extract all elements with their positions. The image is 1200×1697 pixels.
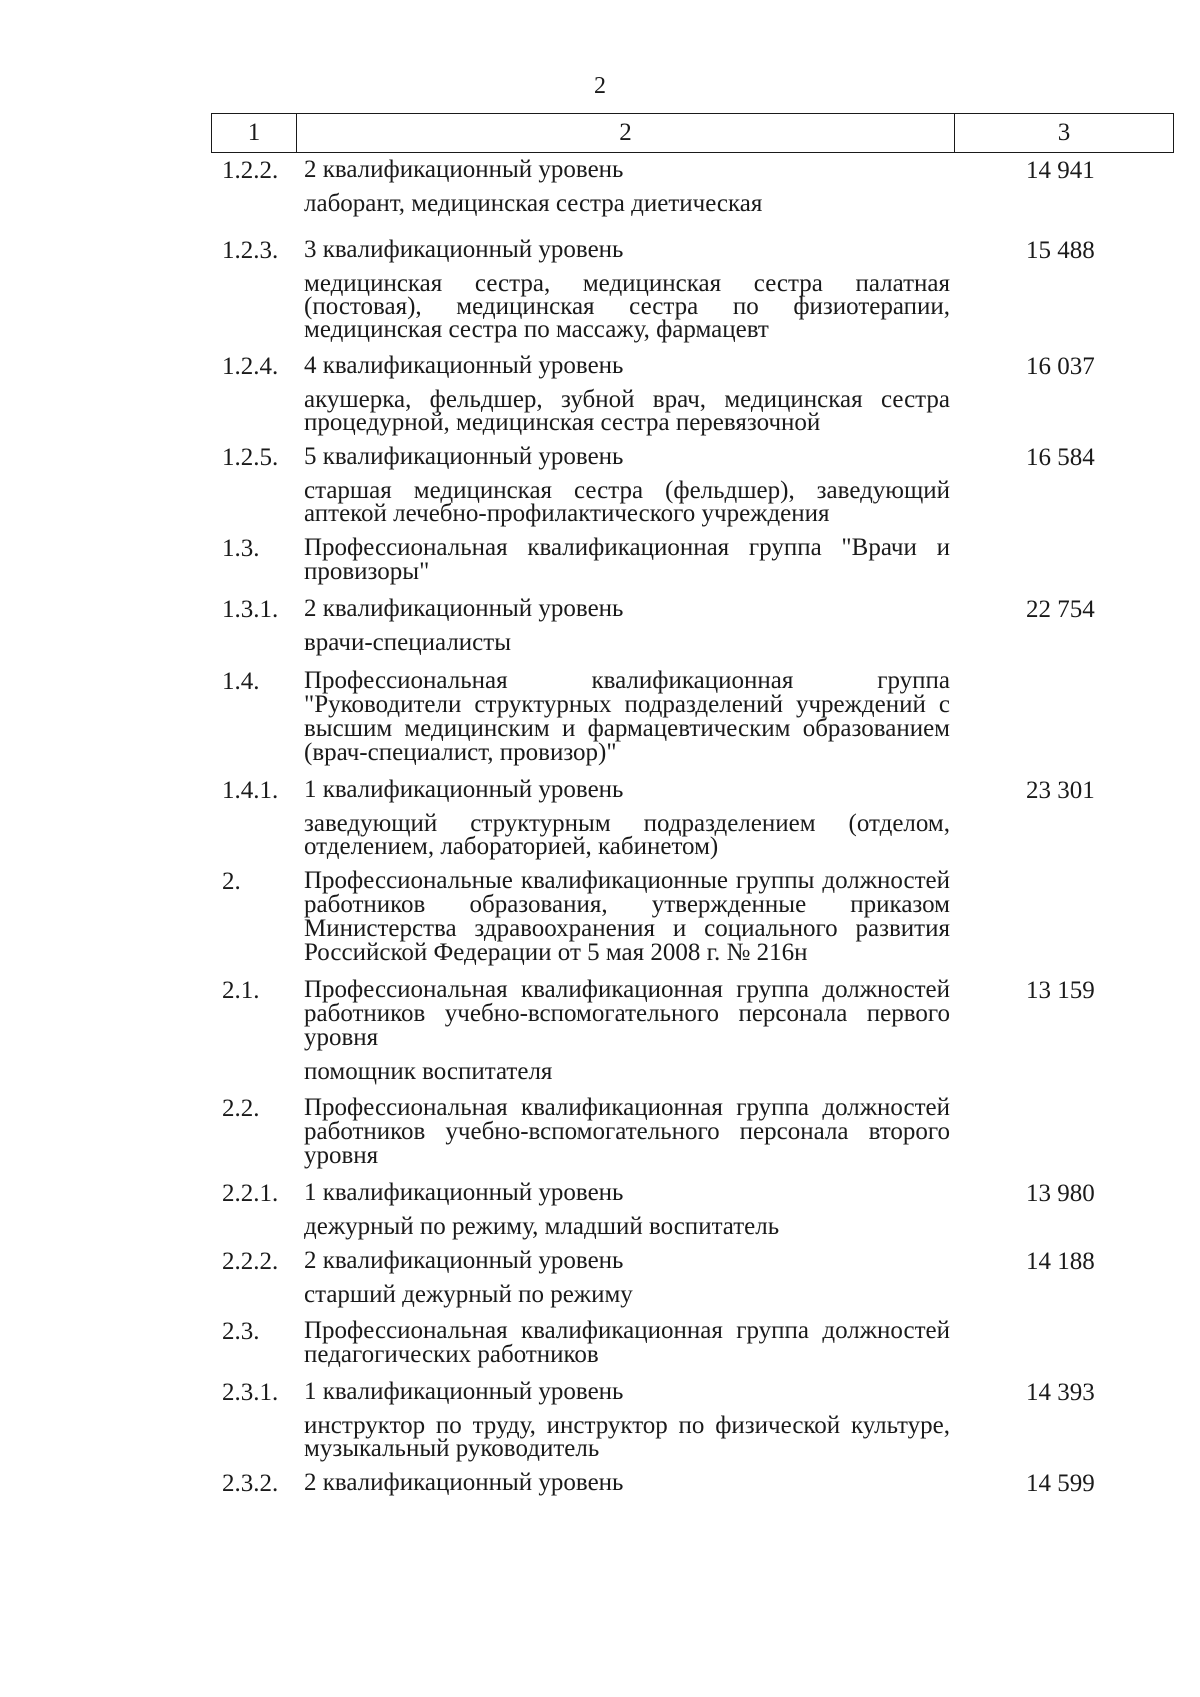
row-title: 2 квалификационный уровень xyxy=(304,1469,624,1496)
table-row xyxy=(0,1380,1200,1460)
row-description: врачи-специалисты xyxy=(304,629,511,656)
row-number: 2.3.1. xyxy=(222,1379,279,1406)
row-amount: 14 188 xyxy=(1026,1248,1095,1275)
row-title: 3 квалификационный уровень xyxy=(304,236,624,263)
table-row xyxy=(0,1471,1200,1495)
table-row xyxy=(0,1319,1200,1367)
row-number: 2.2. xyxy=(222,1095,260,1122)
row-description: лаборант, медицинская сестра диетическая xyxy=(304,190,763,217)
row-title: Профессиональная квалификационная группа должностей работников учебно-вспомогательного персонала первого уровня xyxy=(304,976,950,1051)
row-title: 2 квалификационный уровень xyxy=(304,156,624,183)
row-number: 2.2.2. xyxy=(222,1248,279,1275)
row-amount: 14 599 xyxy=(1026,1470,1095,1497)
row-description: старший дежурный по режиму xyxy=(304,1281,633,1308)
table-row xyxy=(0,978,1200,1083)
row-number: 1.3.1. xyxy=(222,596,279,623)
row-description: медицинская сестра, медицинская сестра палатная (постовая), медицинская сестра по физиотерапии, медицинская сестра по массажу, фармацевт xyxy=(304,270,950,343)
row-amount: 15 488 xyxy=(1026,237,1095,264)
row-title: 4 квалификационный уровень xyxy=(304,352,624,379)
row-title: 1 квалификационный уровень xyxy=(304,1179,624,1206)
row-title: Профессиональная квалификационная группа должностей педагогических работников xyxy=(304,1317,950,1368)
row-description: помощник воспитателя xyxy=(304,1058,553,1085)
row-amount: 16 037 xyxy=(1026,353,1095,380)
table-header xyxy=(211,113,1174,153)
row-number: 1.2.4. xyxy=(222,353,279,380)
row-title: Профессиональная квалификационная группа "Врачи и провизоры" xyxy=(304,534,950,585)
row-title: Профессиональная квалификационная группа "Руководители структурных подразделений учреждений с высшим медицинским и фармацевтическим образованием (врач-специалист, провизор)" xyxy=(304,667,950,766)
row-description: заведующий структурным подразделением (отделом, отделением, лабораторией, кабинетом) xyxy=(304,810,950,860)
row-description: инструктор по труду, инструктор по физической культуре, музыкальный руководитель xyxy=(304,1412,950,1462)
row-number: 1.4. xyxy=(222,668,260,695)
row-description: дежурный по режиму, младший воспитатель xyxy=(304,1213,780,1240)
table-row xyxy=(0,238,1200,341)
table-row xyxy=(0,1249,1200,1306)
row-number: 2. xyxy=(222,868,241,895)
row-number: 1.3. xyxy=(222,535,260,562)
row-title: Профессиональные квалификационные группы должностей работников образования, утвержденные приказом Министерства здравоохранения и социального развития Российской Федерации от 5 мая 2008 г. № 216н xyxy=(304,867,950,966)
row-number: 1.2.3. xyxy=(222,237,279,264)
table-body xyxy=(0,158,1200,1495)
table-row xyxy=(0,158,1200,215)
row-title: 5 квалификационный уровень xyxy=(304,443,624,470)
table-row xyxy=(0,869,1200,965)
table-row xyxy=(0,597,1200,654)
table-row xyxy=(0,1181,1200,1238)
row-number: 2.3.2. xyxy=(222,1470,279,1497)
row-amount: 13 159 xyxy=(1026,977,1095,1004)
row-amount: 13 980 xyxy=(1026,1180,1095,1207)
table-row xyxy=(0,778,1200,858)
row-title: 1 квалификационный уровень xyxy=(304,1378,624,1405)
row-number: 2.1. xyxy=(222,977,260,1004)
page-number: 2 xyxy=(594,73,606,99)
header-col-3: 3 xyxy=(1057,119,1071,146)
row-description: акушерка, фельдшер, зубной врач, медицинская сестра процедурной, медицинская сестра перевязочной xyxy=(304,386,950,436)
row-amount: 23 301 xyxy=(1026,777,1095,804)
row-description: старшая медицинская сестра (фельдшер), заведующий аптекой лечебно-профилактического учреждения xyxy=(304,477,950,527)
row-number: 1.2.5. xyxy=(222,444,279,471)
row-number: 1.2.2. xyxy=(222,157,279,184)
table-row xyxy=(0,445,1200,525)
row-number: 1.4.1. xyxy=(222,777,279,804)
header-col-2: 2 xyxy=(297,114,955,152)
row-title: 1 квалификационный уровень xyxy=(304,776,624,803)
table-row xyxy=(0,1096,1200,1168)
row-amount: 22 754 xyxy=(1026,596,1095,623)
row-amount: 14 393 xyxy=(1026,1379,1095,1406)
row-number: 2.2.1. xyxy=(222,1180,279,1207)
row-title: 2 квалификационный уровень xyxy=(304,595,624,622)
row-amount: 16 584 xyxy=(1026,444,1095,471)
row-title: 2 квалификационный уровень xyxy=(304,1247,624,1274)
row-number: 2.3. xyxy=(222,1318,260,1345)
header-col-1: 1 xyxy=(212,114,297,152)
row-amount: 14 941 xyxy=(1026,157,1095,184)
table-row xyxy=(0,536,1200,584)
table-row xyxy=(0,669,1200,765)
row-title: Профессиональная квалификационная группа должностей работников учебно-вспомогательного персонала второго уровня xyxy=(304,1094,950,1169)
table-row xyxy=(0,354,1200,434)
